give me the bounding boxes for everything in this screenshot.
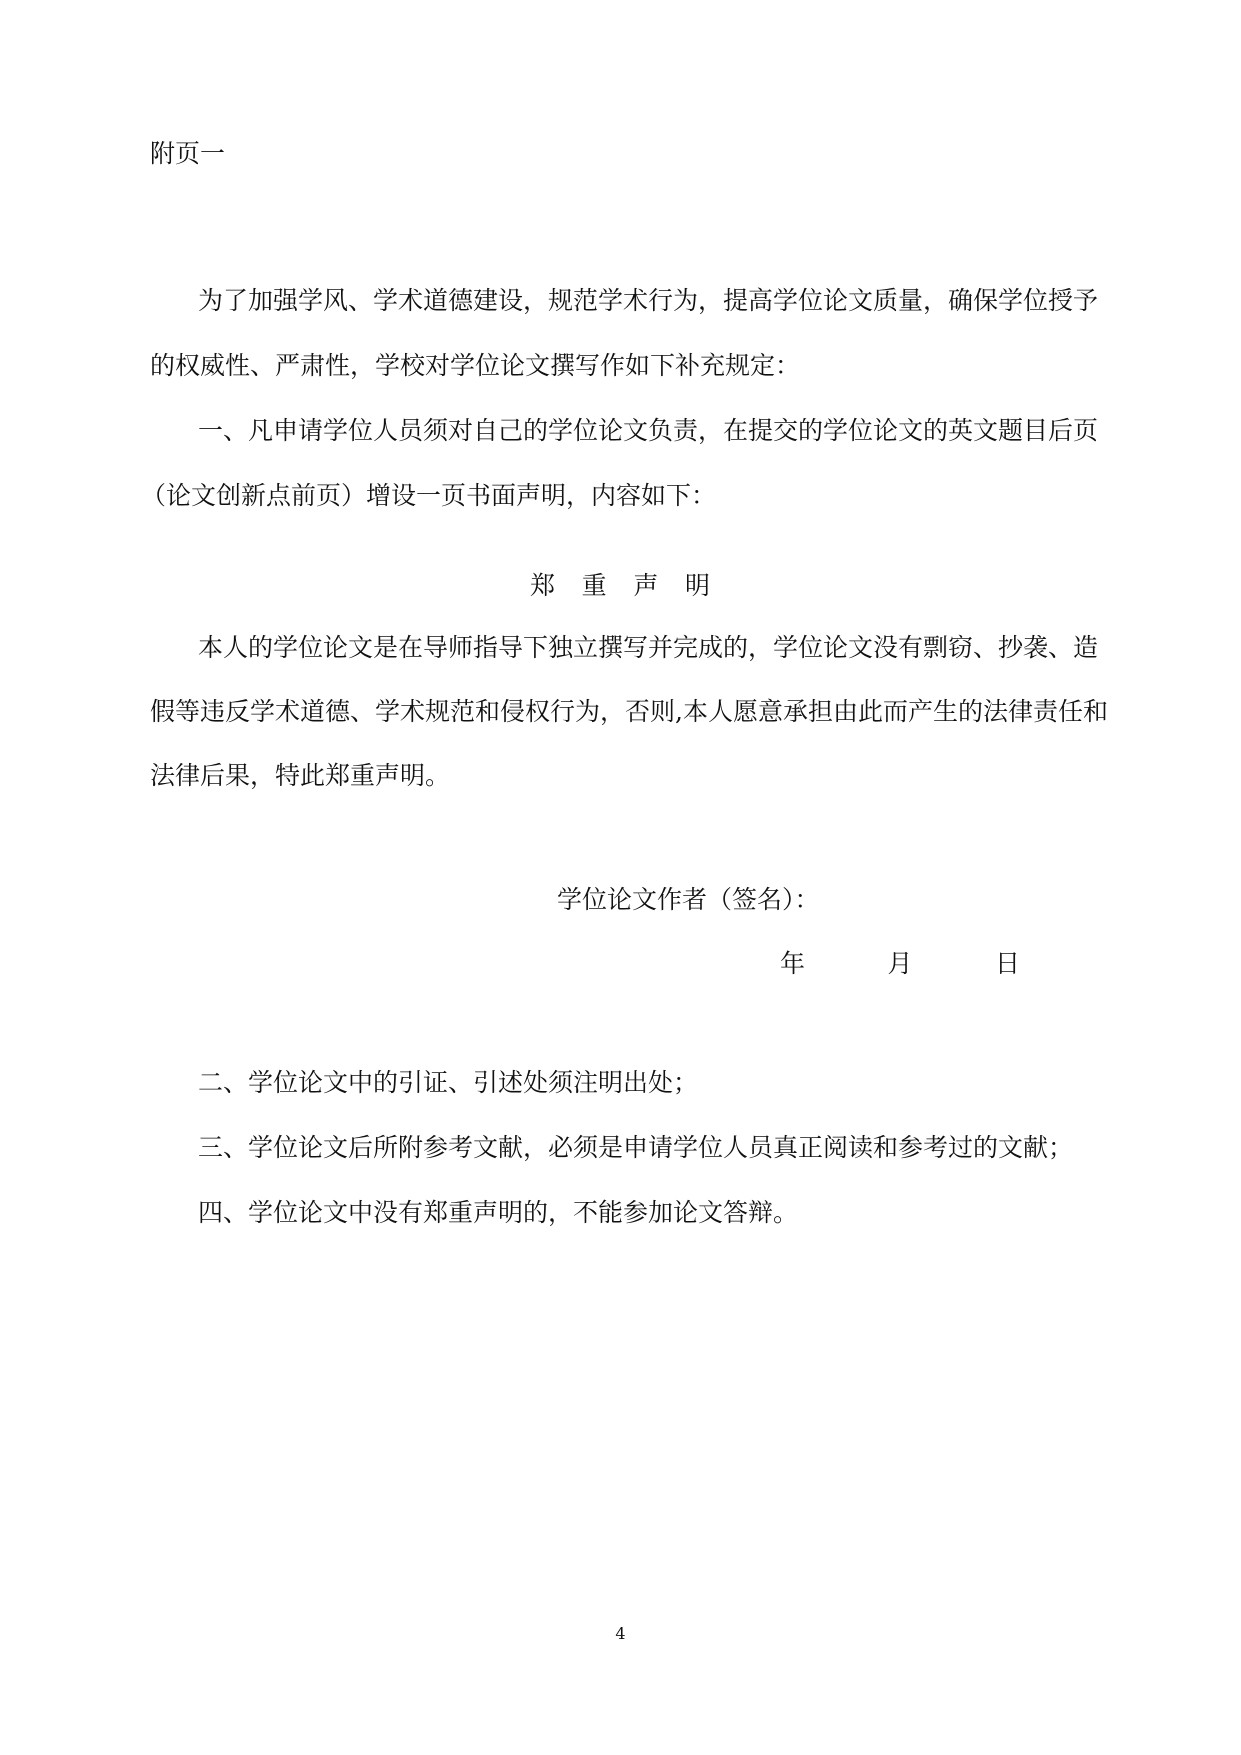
declaration-title-char: 声 [633,571,659,600]
date-year: 年 [780,949,806,978]
rule-3: 三、学位论文后所附参考文献，必须是申请学位人员真正阅读和参考过的文献； [198,1133,1074,1162]
rule-2: 二、学位论文中的引证、引述处须注明出处； [198,1068,699,1097]
intro-line-2: 的权威性、严肃性，学校对学位论文撰写作如下补充规定： [150,351,801,380]
declaration-title-char: 郑 [530,571,556,600]
signature-label: 学位论文作者（签名）： [557,885,820,914]
declaration-title-char: 明 [684,571,710,600]
declaration-title [530,570,710,602]
rule-1-line-1: 一、凡申请学位人员须对自己的学位论文负责，在提交的学位论文的英文题目后页 [198,416,1099,445]
date-month: 月 [887,949,913,978]
date-day: 日 [994,949,1020,978]
intro-line-1: 为了加强学风、学术道德建设，规范学术行为，提高学位论文质量，确保学位授予 [198,286,1099,315]
rule-4: 四、学位论文中没有郑重声明的，不能参加论文答辩。 [198,1198,799,1227]
declaration-line-2: 假等违反学术道德、学术规范和侵权行为，否则,本人愿意承担由此而产生的法律责任和 [150,697,1108,726]
declaration-line-1: 本人的学位论文是在导师指导下独立撰写并完成的，学位论文没有剽窃、抄袭、造 [198,633,1099,662]
declaration-title-char: 重 [581,571,607,600]
page-number: 4 [615,1624,626,1643]
appendix-label: 附页一 [150,139,226,168]
rule-1-line-2: （论文创新点前页）增设一页书面声明，内容如下： [141,481,717,510]
declaration-line-3: 法律后果，特此郑重声明。 [150,761,451,790]
date-row [780,948,1020,980]
